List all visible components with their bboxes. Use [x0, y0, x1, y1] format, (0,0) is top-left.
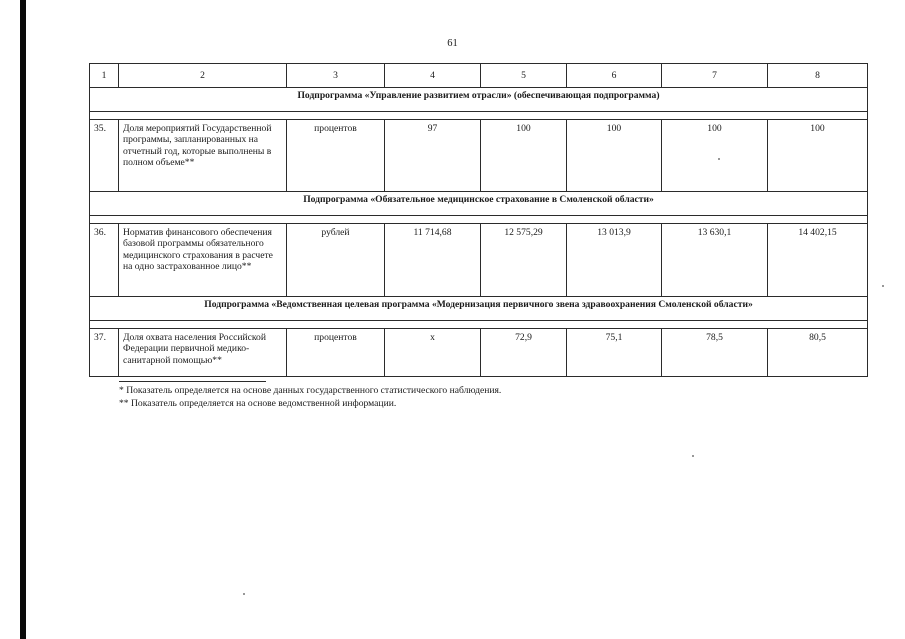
indicators-table — [89, 63, 868, 377]
subprogram-title: Подпрограмма «Ведомственная целевая программа «Модернизация первичного звена здравоохранения Смоленской области» — [90, 297, 868, 321]
unit-cell: процентов — [287, 120, 385, 192]
footnote-item: ** Показатель определяется на основе ведомственной информации. — [119, 397, 397, 409]
table-row — [90, 224, 868, 297]
scan-speck — [692, 455, 694, 457]
value-cell: 100 — [481, 120, 567, 192]
scan-edge-bar — [20, 0, 26, 639]
value-cell: 100 — [567, 120, 662, 192]
spacer-row — [90, 216, 868, 224]
value-cell: 12 575,29 — [481, 224, 567, 297]
subprogram-title: Подпрограмма «Управление развитием отрасли» (обеспечивающая подпрограмма) — [90, 88, 868, 112]
row-number: 36. — [90, 224, 119, 297]
column-number: 3 — [287, 64, 385, 88]
row-number: 35. — [90, 120, 119, 192]
value-cell: 80,5 — [768, 329, 868, 377]
column-number: 1 — [90, 64, 119, 88]
value-cell: 14 402,15 — [768, 224, 868, 297]
table-row — [90, 120, 868, 192]
indicator-name: Доля мероприятий Государственной программы, запланированных на отчетный год, которые выполнены в полном объеме** — [119, 120, 287, 192]
value-cell: 97 — [385, 120, 481, 192]
column-number: 8 — [768, 64, 868, 88]
spacer-row — [90, 112, 868, 120]
value-cell: 100 — [768, 120, 868, 192]
value-cell: 11 714,68 — [385, 224, 481, 297]
spacer-cell — [90, 321, 868, 329]
value-cell: х — [385, 329, 481, 377]
value-cell: 78,5 — [662, 329, 768, 377]
column-number: 2 — [119, 64, 287, 88]
indicator-name: Норматив финансового обеспечения базовой программы обязательного медицинского страхования в расчете на одно застрахованное лицо** — [119, 224, 287, 297]
value-cell: 100 — [662, 120, 768, 192]
table-row — [90, 329, 868, 377]
row-number: 37. — [90, 329, 119, 377]
indicator-name: Доля охвата населения Российской Федерации первичной медико-санитарной помощью** — [119, 329, 287, 377]
spacer-row — [90, 321, 868, 329]
table-header-row — [90, 64, 868, 88]
subprogram-heading-row — [90, 192, 868, 216]
value-cell: 13 630,1 — [662, 224, 768, 297]
footnote-item: * Показатель определяется на основе данных государственного статистического наблюдения. — [119, 385, 502, 396]
subprogram-heading-row — [90, 297, 868, 321]
footnote-separator — [119, 381, 266, 382]
value-cell: 75,1 — [567, 329, 662, 377]
subprogram-heading-row — [90, 88, 868, 112]
subprogram-title: Подпрограмма «Обязательное медицинское страхование в Смоленской области» — [90, 192, 868, 216]
footnotes — [119, 385, 501, 410]
unit-cell: процентов — [287, 329, 385, 377]
scan-speck — [882, 285, 884, 287]
spacer-cell — [90, 216, 868, 224]
column-number: 6 — [567, 64, 662, 88]
column-number: 4 — [385, 64, 481, 88]
scan-speck — [718, 158, 720, 160]
value-cell: 72,9 — [481, 329, 567, 377]
column-number: 5 — [481, 64, 567, 88]
page-number: 61 — [447, 38, 458, 49]
unit-cell: рублей — [287, 224, 385, 297]
scan-speck — [243, 593, 245, 595]
value-cell: 13 013,9 — [567, 224, 662, 297]
column-number: 7 — [662, 64, 768, 88]
spacer-cell — [90, 112, 868, 120]
